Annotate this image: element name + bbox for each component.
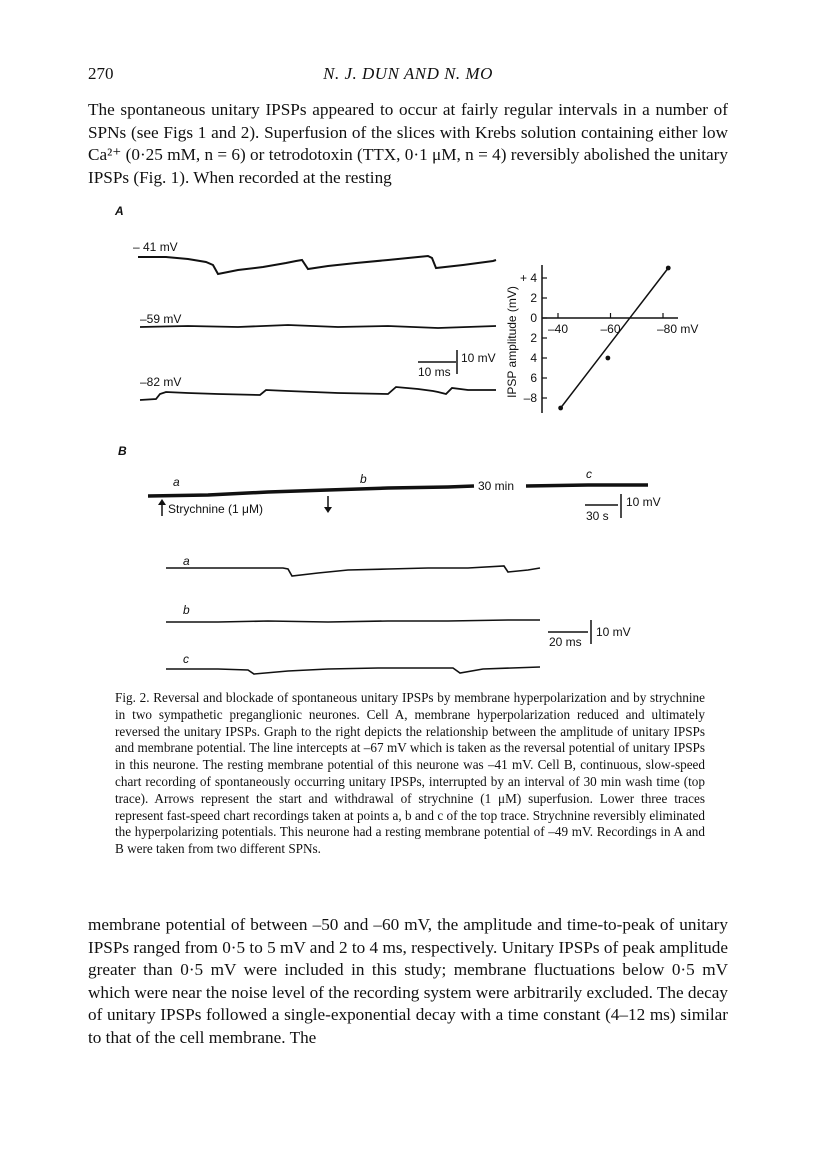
chart-trace-after-wash — [526, 485, 648, 486]
trace-41mv — [138, 256, 496, 274]
running-head: N. J. DUN AND N. MO — [323, 64, 493, 83]
chart-label-a: a — [173, 475, 180, 489]
scale-label-amp-a: 10 mV — [461, 351, 496, 365]
trace-label-41: – 41 mV — [133, 240, 178, 254]
panel-a-label: A — [115, 204, 124, 218]
body-paragraph-top: The spontaneous unitary IPSPs appeared to occur at fairly regular intervals in a number of SPNs (see Figs 1 and 2). Superfusion of the slices with Krebs solution containing either low Ca²⁺ (0·25 mM, n = 6) or tetrodotoxin (TTX, 0·1 μM, n = 4) reversibly abolished the unitary IPSPs (Fig. 1). When recorded at the resting — [88, 100, 728, 187]
graph-y-axis-label: IPSP amplitude (mV) — [505, 286, 519, 398]
graph-data-point — [666, 266, 671, 271]
scale-label-time-a: 10 ms — [418, 365, 451, 379]
graph-fit-line — [561, 268, 669, 408]
panel-b-label: B — [118, 444, 127, 458]
fast-trace-b — [166, 620, 540, 622]
graph-y-tick-label: + 4 — [519, 271, 537, 285]
trace-82mv — [140, 387, 496, 400]
graph-data-point — [605, 356, 610, 361]
fast-trace-label-c: c — [183, 652, 189, 666]
graph-x-tick-label: –80 mV — [657, 322, 699, 336]
graph-x-tick-label: –60 — [600, 322, 621, 336]
graph-y-tick-label: 6 — [530, 371, 537, 385]
fast-trace-label-a: a — [183, 554, 190, 568]
arrow-start-head — [158, 499, 166, 505]
graph-y-tick-label: 4 — [530, 351, 537, 365]
chart-trace-slow — [148, 486, 474, 496]
body-paragraph-bottom: membrane potential of between –50 and –60 mV, the amplitude and time-to-peak of unitary IPSPs ranged from 0·5 to 5 mV and 2 to 4 ms, respectively. Unitary IPSPs of peak amplitude greater than 0·5 mV were included in this study; membrane fluctuations below 0·5 mV which were near the noise level of the recording system were arbitrarily excluded. The decay of unitary IPSPs followed a single-exponential decay with a time constant (4–12 ms) similar to that of the cell membrane. The — [88, 915, 728, 1047]
figure-svg — [88, 190, 728, 690]
graph-y-tick-label: 2 — [530, 331, 537, 345]
graph-x-tick-label: –40 — [548, 322, 569, 336]
scale-label-amp-chart: 10 mV — [626, 495, 661, 509]
figure-caption: Fig. 2. Reversal and blockade of spontaneous unitary IPSPs by membrane hyperpolarization and by strychnine in two sympathetic preganglionic neurones. Cell A, membrane hyperpolarization reduced and ultimately reversed the unitary IPSPs. Graph to the right depicts the relationship between the amplitude of unitary IPSPs and membrane potential. The line intercepts at –67 mV which is taken as the reversal potential of unitary IPSPs in this neurone. The resting membrane potential of this neurone was –41 mV. Cell B, continuous, slow-speed chart recording of spontaneously occurring unitary IPSPs, interrupted by an interval of 30 min wash time (top trace). Arrows represent the start and withdrawal of strychnine (1 μM) superfusion. Lower three traces represent fast-speed chart recordings taken at points a, b and c of the top trace. Strychnine reversibly eliminated the hyperpolarizing potentials. This neurone had a resting membrane potential of –49 mV. Recordings in A and B were taken from two different SPNs. — [115, 690, 705, 857]
graph-y-tick-label: 2 — [530, 291, 537, 305]
ipsp-graph — [505, 265, 698, 413]
page-header — [88, 64, 728, 88]
scale-label-amp-fast: 10 mV — [596, 625, 631, 639]
trace-label-82: –82 mV — [140, 375, 182, 389]
fast-trace-label-b: b — [183, 603, 190, 617]
trace-59mv — [140, 325, 496, 328]
graph-y-tick-label: 0 — [530, 311, 537, 325]
graph-y-tick-label: –8 — [523, 391, 537, 405]
graph-data-point — [558, 406, 563, 411]
chart-label-c: c — [586, 467, 592, 481]
page-number: 270 — [88, 64, 114, 83]
figure-2 — [88, 190, 728, 690]
strychnine-label: Strychnine (1 μM) — [168, 502, 263, 516]
trace-label-59: –59 mV — [140, 312, 182, 326]
fast-trace-a — [166, 566, 540, 576]
fast-trace-c — [166, 667, 540, 674]
chart-label-b: b — [360, 472, 367, 486]
scale-label-time-fast: 20 ms — [549, 635, 582, 649]
arrow-withdrawal-head — [324, 507, 332, 513]
scale-label-time-chart: 30 s — [586, 509, 609, 523]
chart-gap-label: 30 min — [478, 479, 515, 493]
